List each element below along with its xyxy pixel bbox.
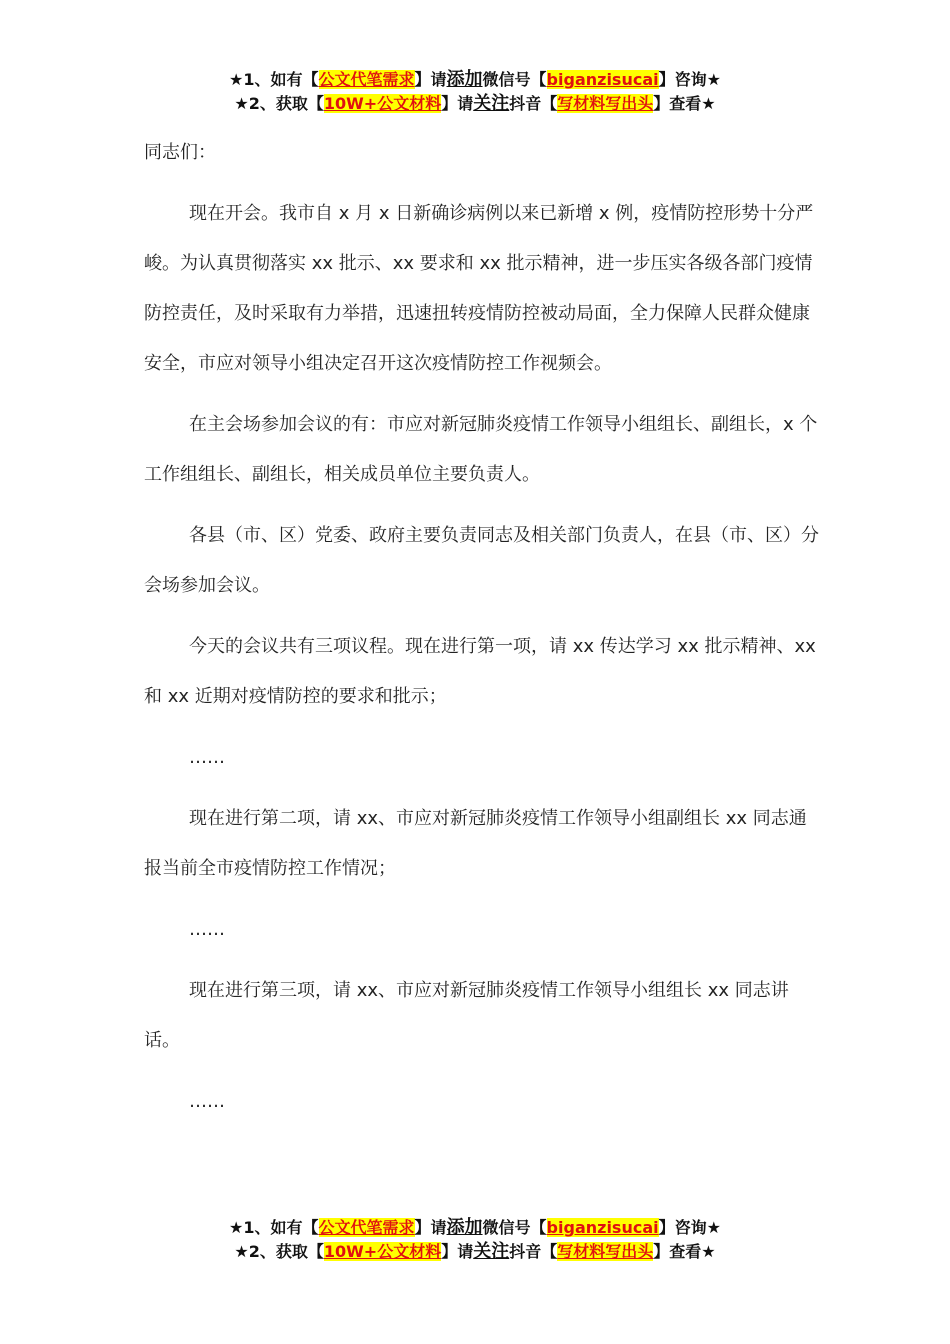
header-banner: [0, 68, 950, 116]
highlight-materials: 10W+公文材料: [323, 94, 442, 113]
highlight-materials: 10W+公文材料: [323, 1242, 442, 1261]
highlight-wechat-id: biganzisucai: [546, 70, 659, 89]
paragraph-agenda-item-2: 现在进行第二项，请 xx、市应对新冠肺炎疫情工作领导小组副组长 xx 同志通报当前全市疫情防控工作情况；: [144, 808, 807, 879]
document-body: [144, 128, 824, 1138]
banner-line-1: ★1、如有【公文代笔需求】请添加微信号【biganzisucai】咨询★: [229, 1217, 721, 1238]
greeting: 同志们：: [144, 142, 216, 163]
paragraph-main-venue: 在主会场参加会议的有：市应对新冠肺炎疫情工作领导小组组长、副组长，x 个工作组组长、副组长，相关成员单位主要负责人。: [144, 414, 818, 485]
banner-line-2: ★2、获取【10W+公文材料】请关注抖音【写材料写出头】查看★: [234, 1241, 716, 1262]
paragraph-agenda-item-1: 今天的会议共有三项议程。现在进行第一项，请 xx 传达学习 xx 批示精神、xx 和 xx 近期对疫情防控的要求和批示；: [144, 636, 816, 707]
ellipsis-3: ……: [189, 1091, 225, 1112]
paragraph-opening: 现在开会。我市自 x 月 x 日新确诊病例以来已新增 x 例，疫情防控形势十分严峻。为认真贯彻落实 xx 批示、xx 要求和 xx 批示精神，进一步压实各级各部门疫情防控责任，及时采取有力举措，迅速扭转疫情防控被动局面，全力保障人民群众健康安全，市应对领导小组决定召开这次疫情防控工作视频会。: [144, 203, 814, 374]
highlight-douyin: 写材料写出头: [557, 94, 654, 113]
banner-line-2: ★2、获取【10W+公文材料】请关注抖音【写材料写出头】查看★: [234, 93, 716, 114]
highlight-wechat-id: biganzisucai: [546, 1218, 659, 1237]
paragraph-sub-venue: 各县（市、区）党委、政府主要负责同志及相关部门负责人，在县（市、区）分会场参加会议。: [144, 525, 819, 596]
ellipsis-2: ……: [189, 919, 225, 940]
banner-line-1: ★1、如有【公文代笔需求】请添加微信号【biganzisucai】咨询★: [229, 69, 721, 90]
ellipsis-1: ……: [189, 747, 225, 768]
highlight-service: 公文代笔需求: [318, 70, 415, 89]
highlight-service: 公文代笔需求: [318, 1218, 415, 1237]
paragraph-agenda-item-3: 现在进行第三项，请 xx、市应对新冠肺炎疫情工作领导小组组长 xx 同志讲话。: [144, 980, 789, 1051]
highlight-douyin: 写材料写出头: [557, 1242, 654, 1261]
footer-banner: [0, 1216, 950, 1264]
